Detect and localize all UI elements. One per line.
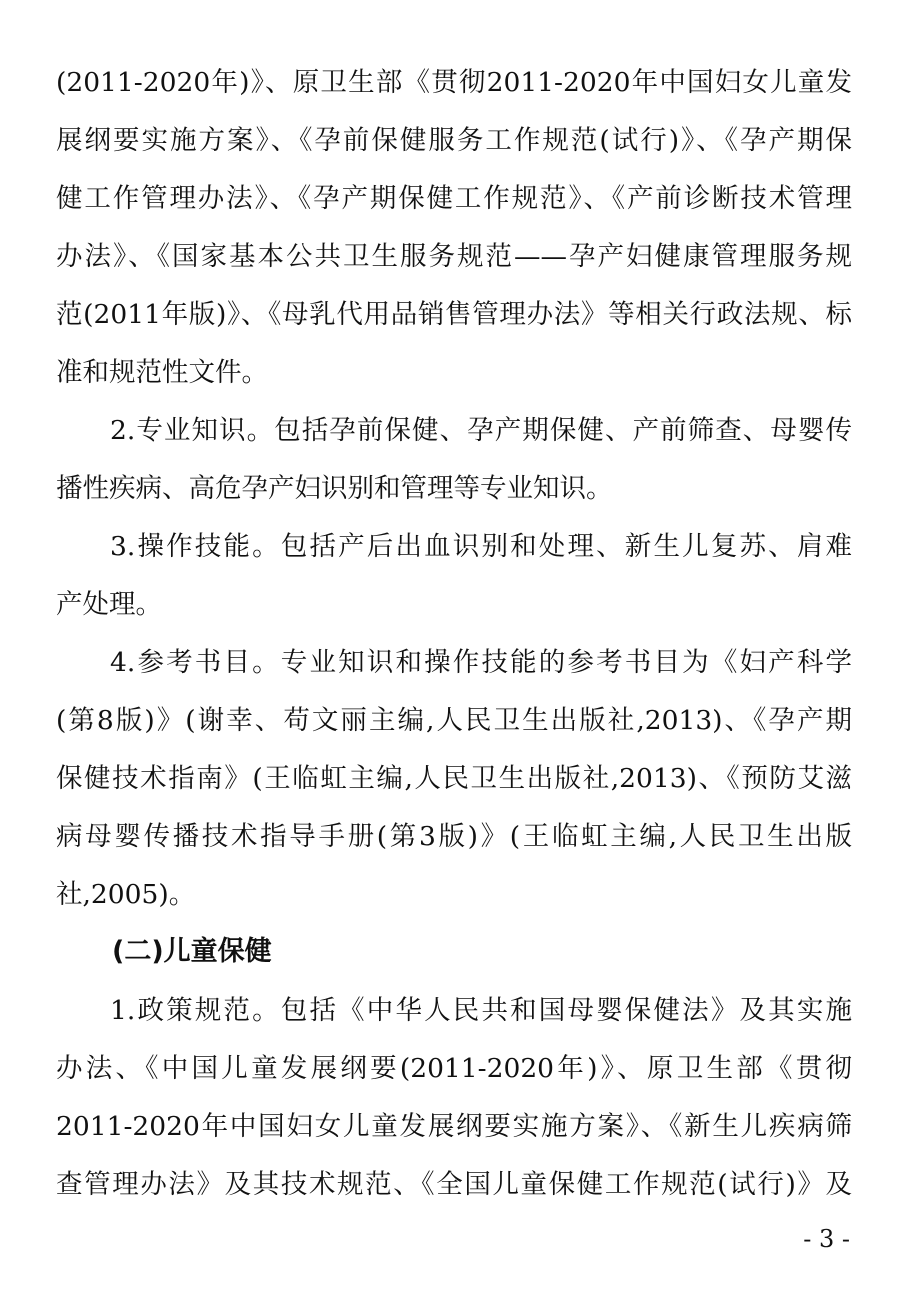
text-line: 健工作管理办法》、《孕产期保健工作规范》、《产前诊断技术管理 (56, 183, 852, 214)
text-line: 保健技术指南》(王临虹主编,人民卫生出版社,2013)、《预防艾滋 (56, 763, 852, 794)
text-line: 办法》、《国家基本公共卫生服务规范——孕产妇健康管理服务规 (56, 241, 852, 272)
text-line: 4.参考书目。专业知识和操作技能的参考书目为《妇产科学 (110, 647, 852, 678)
text-line: 2.专业知识。包括孕前保健、孕产期保健、产前筛查、母婴传 (110, 415, 852, 446)
section-heading: (二)儿童保健 (112, 936, 272, 967)
page-number: - 3 - (803, 1225, 850, 1253)
text-line: 办法、《中国儿童发展纲要(2011-2020年)》、原卫生部《贯彻 (56, 1053, 852, 1084)
text-line: 查管理办法》及其技术规范、《全国儿童保健工作规范(试行)》及 (56, 1169, 852, 1200)
text-line: 播性疾病、高危孕产妇识别和管理等专业知识。 (56, 473, 613, 504)
text-line: (第8版)》(谢幸、苟文丽主编,人民卫生出版社,2013)、《孕产期 (56, 705, 852, 736)
text-line: 展纲要实施方案》、《孕前保健服务工作规范(试行)》、《孕产期保 (56, 125, 852, 156)
text-line: 病母婴传播技术指导手册(第3版)》(王临虹主编,人民卫生出版 (56, 821, 852, 852)
text-line: 范(2011年版)》、《母乳代用品销售管理办法》等相关行政法规、标 (56, 299, 852, 330)
text-line: 社,2005)。 (56, 879, 196, 910)
text-line: 准和规范性文件。 (56, 357, 268, 388)
text-line: 3.操作技能。包括产后出血识别和处理、新生儿复苏、肩难 (110, 531, 852, 562)
text-line: (2011-2020年)》、原卫生部《贯彻2011-2020年中国妇女儿童发 (56, 67, 852, 98)
text-line: 1.政策规范。包括《中华人民共和国母婴保健法》及其实施 (110, 995, 852, 1026)
text-line: 2011-2020年中国妇女儿童发展纲要实施方案》、《新生儿疾病筛 (56, 1111, 852, 1142)
text-line: 产处理。 (56, 589, 162, 620)
